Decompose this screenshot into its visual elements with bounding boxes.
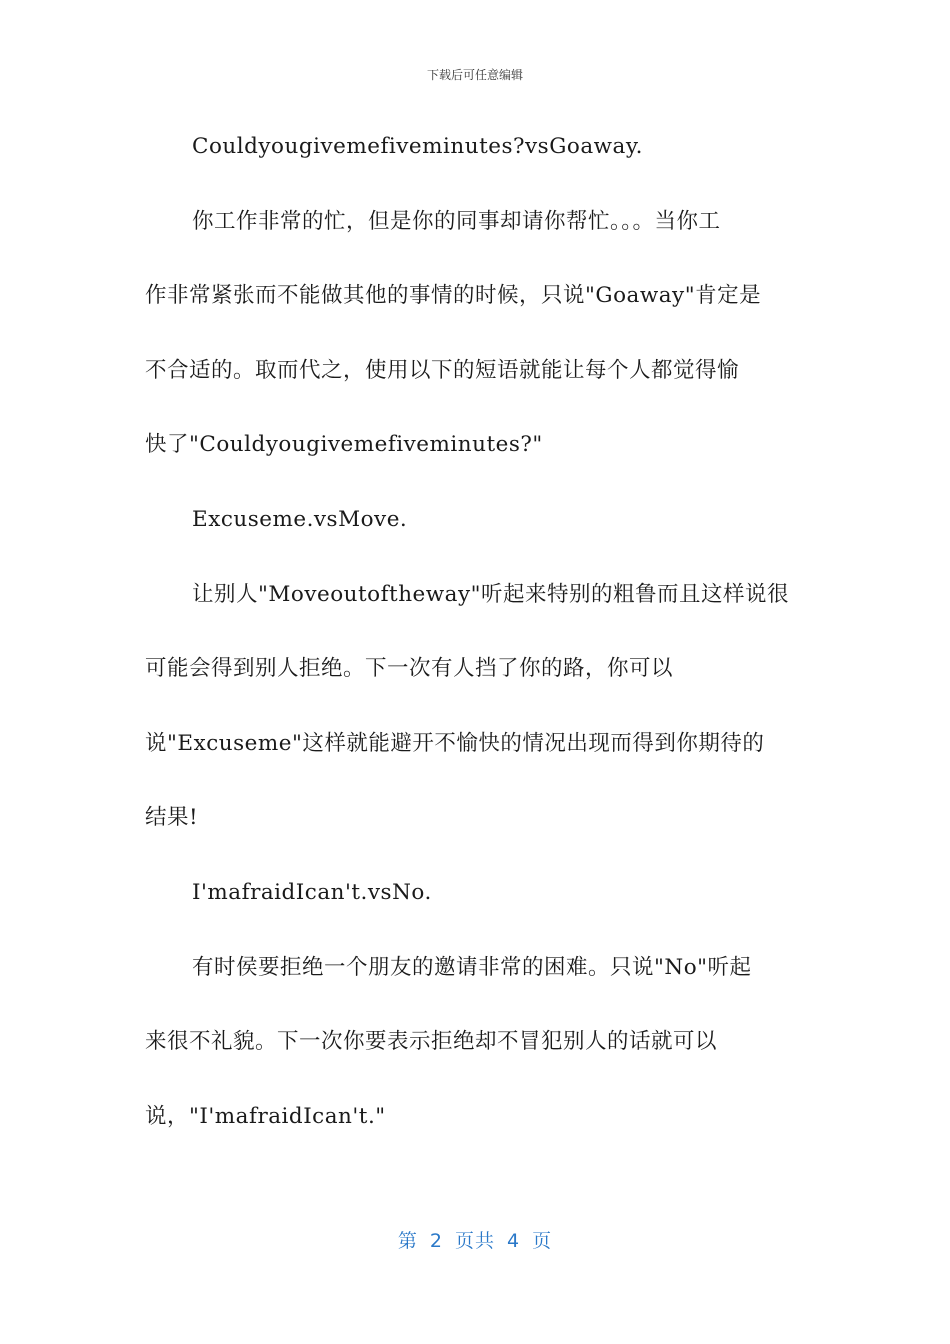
- body-line-2: 你工作非常的忙，但是你的同事却请你帮忙。。。当你工: [192, 208, 721, 234]
- body-line-14: 说，"I'mafraidIcan't.": [145, 1103, 386, 1129]
- page-footer: [0, 1226, 950, 1253]
- footer-current-page: 2: [429, 1230, 443, 1252]
- footer-prefix: 第: [397, 1230, 418, 1252]
- body-line-1: Couldyougivemefiveminutes?vsGoaway.: [192, 134, 643, 159]
- body-line-4: 不合适的。取而代之，使用以下的短语就能让每个人都觉得愉: [145, 357, 740, 383]
- body-line-3: 作非常紧张而不能做其他的事情的时候，只说"Goaway"肯定是: [145, 283, 762, 309]
- footer-suffix: 页: [532, 1230, 553, 1252]
- footer-total-pages: 4: [507, 1230, 521, 1252]
- body-line-9: 说"Excuseme"这样就能避开不愉快的情况出现而得到你期待的: [145, 730, 765, 756]
- body-line-11: I'mafraidIcan't.vsNo.: [192, 879, 432, 905]
- body-line-5: 快了"Couldyougivemefiveminutes?": [145, 432, 543, 458]
- body-line-13: 来很不礼貌。下一次你要表示拒绝却不冒犯别人的话就可以: [145, 1029, 718, 1055]
- document-body: [145, 128, 805, 1172]
- footer-mid: 页共: [454, 1230, 495, 1252]
- body-line-12: 有时侯要拒绝一个朋友的邀请非常的困难。只说"No"听起: [192, 954, 752, 980]
- body-line-7: 让别人"Moveoutoftheway"听起来特别的粗鲁而且这样说很: [192, 581, 790, 607]
- body-line-6: Excuseme.vsMove.: [192, 506, 408, 532]
- body-line-8: 可能会得到别人拒绝。下一次有人挡了你的路，你可以: [145, 656, 674, 682]
- page-header: 下载后可任意编辑: [426, 68, 523, 82]
- body-line-10: 结果!: [145, 805, 199, 831]
